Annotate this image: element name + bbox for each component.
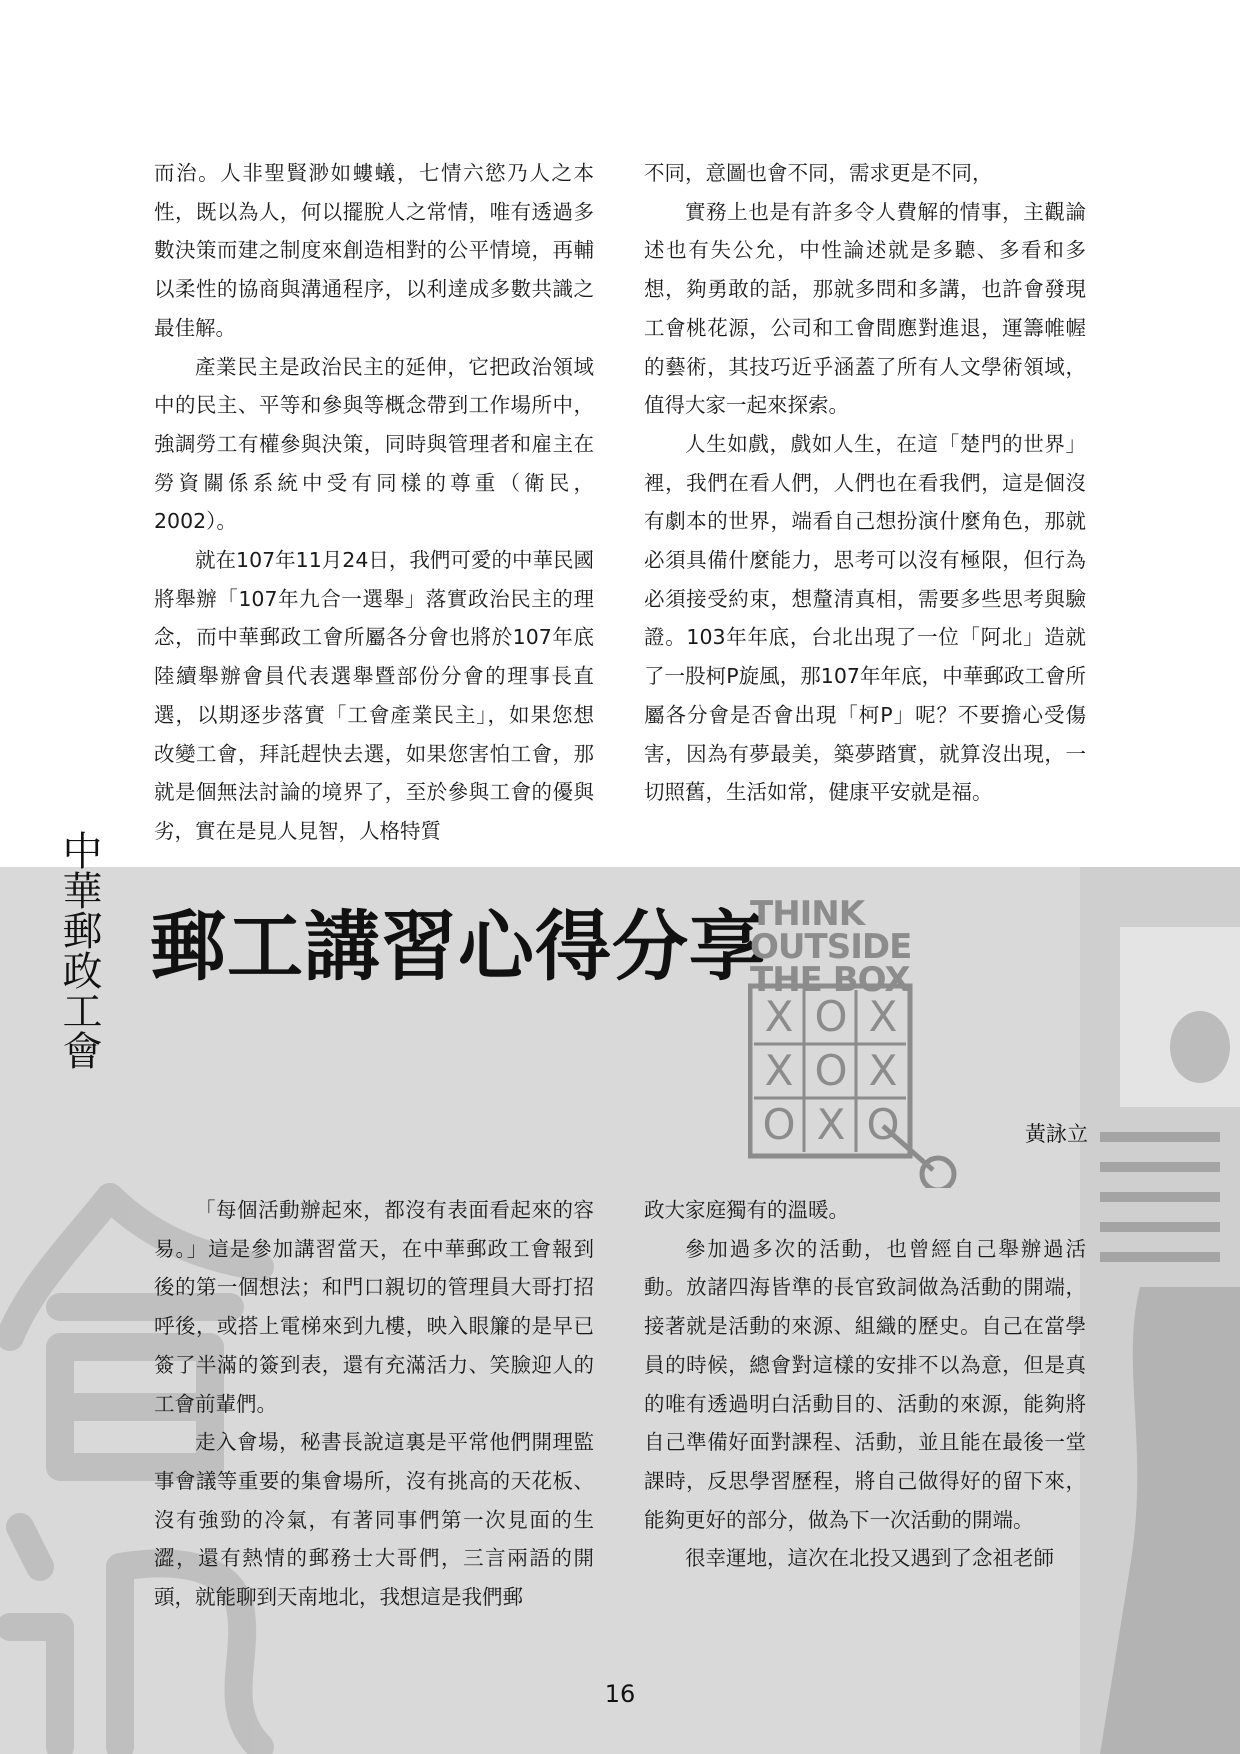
page-number: 16	[604, 1680, 636, 1708]
paragraph: 不同，意圖也會不同，需求更是不同，	[644, 161, 993, 185]
author-name: 黃詠立	[1025, 1122, 1088, 1146]
background-photo	[1080, 867, 1240, 1754]
grid-cell: O	[866, 1100, 900, 1149]
grid-cell: O	[814, 1046, 848, 1095]
paragraph: 而治。人非聖賢渺如螻蟻，七情六慾乃人之本性，既以為人，何以擺脫人之常情，唯有透過多數決策而建之制度來創造相對的公平情境，再輔以柔性的協商與溝通程序，以利達成多數共識之最佳解。	[154, 161, 594, 340]
grid-cell: X	[868, 992, 898, 1041]
graphic-line: THE BOX	[750, 960, 910, 1000]
paragraph: 很幸運地，這次在北投又遇到了念祖老師	[685, 1546, 1054, 1571]
top-right-column	[644, 154, 1086, 812]
paragraph: 參加過多次的活動，也曾經自己舉辦過活動。放諸四海皆準的長官致詞做為活動的開端，接著就是活動的來源、組織的歷史。自己在當學員的時候，總會對這樣的安排不以為意，但是真的唯有透過明白活動目的、活動的來源，能夠將自己準備好面對課程、活動，並且能在最後一堂課時，反思學習歷程，將自己做得好的留下來，能夠更好的部分，做為下一次活動的開端。	[644, 1236, 1086, 1532]
grid-cell: O	[762, 1100, 796, 1149]
side-title: 中華郵政工會	[56, 830, 102, 1070]
grid-cell: X	[816, 1100, 846, 1149]
section-title: 郵工講習心得分享	[150, 902, 766, 991]
top-left-column	[154, 154, 594, 851]
bottom-right-column	[644, 1191, 1086, 1578]
paragraph: 政大家庭獨有的溫暖。	[644, 1198, 849, 1222]
grid-marks	[753, 990, 909, 1152]
paragraph: 人生如戲，戲如人生，在這「楚門的世界」裡，我們在看人們，人們也在看我們，這是個沒有劇本的世界，端看自己想扮演什麼角色，那就必須具備什麼能力，思考可以沒有極限，但行為必須接受約束，想釐清真相，需要多些思考與驗證。103年年底，台北出現了一位「阿北」造就了一股柯P旋風，那107年年底，中華郵政工會所屬各分會是否會出現「柯P」呢？不要擔心受傷害，因為有夢最美，築夢踏實，就算沒出現，一切照舊，生活如常，健康平安就是福。	[644, 431, 1086, 805]
paragraph: 實務上也是有許多令人費解的情事，主觀論述也有失公允，中性論述就是多聽、多看和多想，夠勇敢的話，那就多問和多講，也許會發現工會桃花源，公司和工會間應對進退，運籌帷幄的藝術，其技巧近乎涵蓋了所有人文學術領域，值得大家一起來探索。	[644, 199, 1086, 418]
paragraph: 「每個活動辦起來，都沒有表面看起來的容易。」這是參加講習當天，在中華郵政工會報到後的第一個想法；和門口親切的管理員大哥打招呼後，或搭上電梯來到九樓，映入眼簾的是早已簽了半滿的簽到表，還有充滿活力、笑臉迎人的工會前輩們。	[154, 1198, 594, 1416]
grid-cell: O	[814, 992, 848, 1041]
paragraph: 產業民主是政治民主的延伸，它把政治領域中的民主、平等和參與等概念帶到工作場所中，強調勞工有權參與決策，同時與管理者和雇主在勞資關係系統中受有同樣的尊重（衛民，2002）。	[154, 354, 594, 534]
grid-cell: X	[868, 1046, 898, 1095]
bottom-left-column	[154, 1191, 594, 1617]
grid-cell: X	[764, 1046, 794, 1095]
graphic-line: THINK	[750, 894, 865, 934]
paragraph: 走入會場，秘書長說這裏是平常他們開理監事會議等重要的集會場所，沒有挑高的天花板、沒有強勁的冷氣，有著同事們第一次見面的生澀，還有熱情的郵務士大哥們，三言兩語的開頭，就能聊到天南地北，我想這是我們郵	[154, 1430, 594, 1610]
graphic-line: OUTSIDE	[750, 927, 912, 967]
grid-cell: X	[764, 992, 794, 1041]
think-outside-the-box-text	[750, 894, 920, 1000]
paragraph: 就在107年11月24日，我們可愛的中華民國將舉辦「107年九合一選舉」落實政治民主的理念，而中華郵政工會所屬各分會也將於107年底陸續舉辦會員代表選舉暨部份分會的理事長直選，以期逐步落實「工會產業民主」，如果您想改變工會，拜託趕快去選，如果您害怕工會，那就是個無法討論的境界了，至於參與工會的優與劣，實在是見人見智，人格特質	[154, 548, 594, 843]
